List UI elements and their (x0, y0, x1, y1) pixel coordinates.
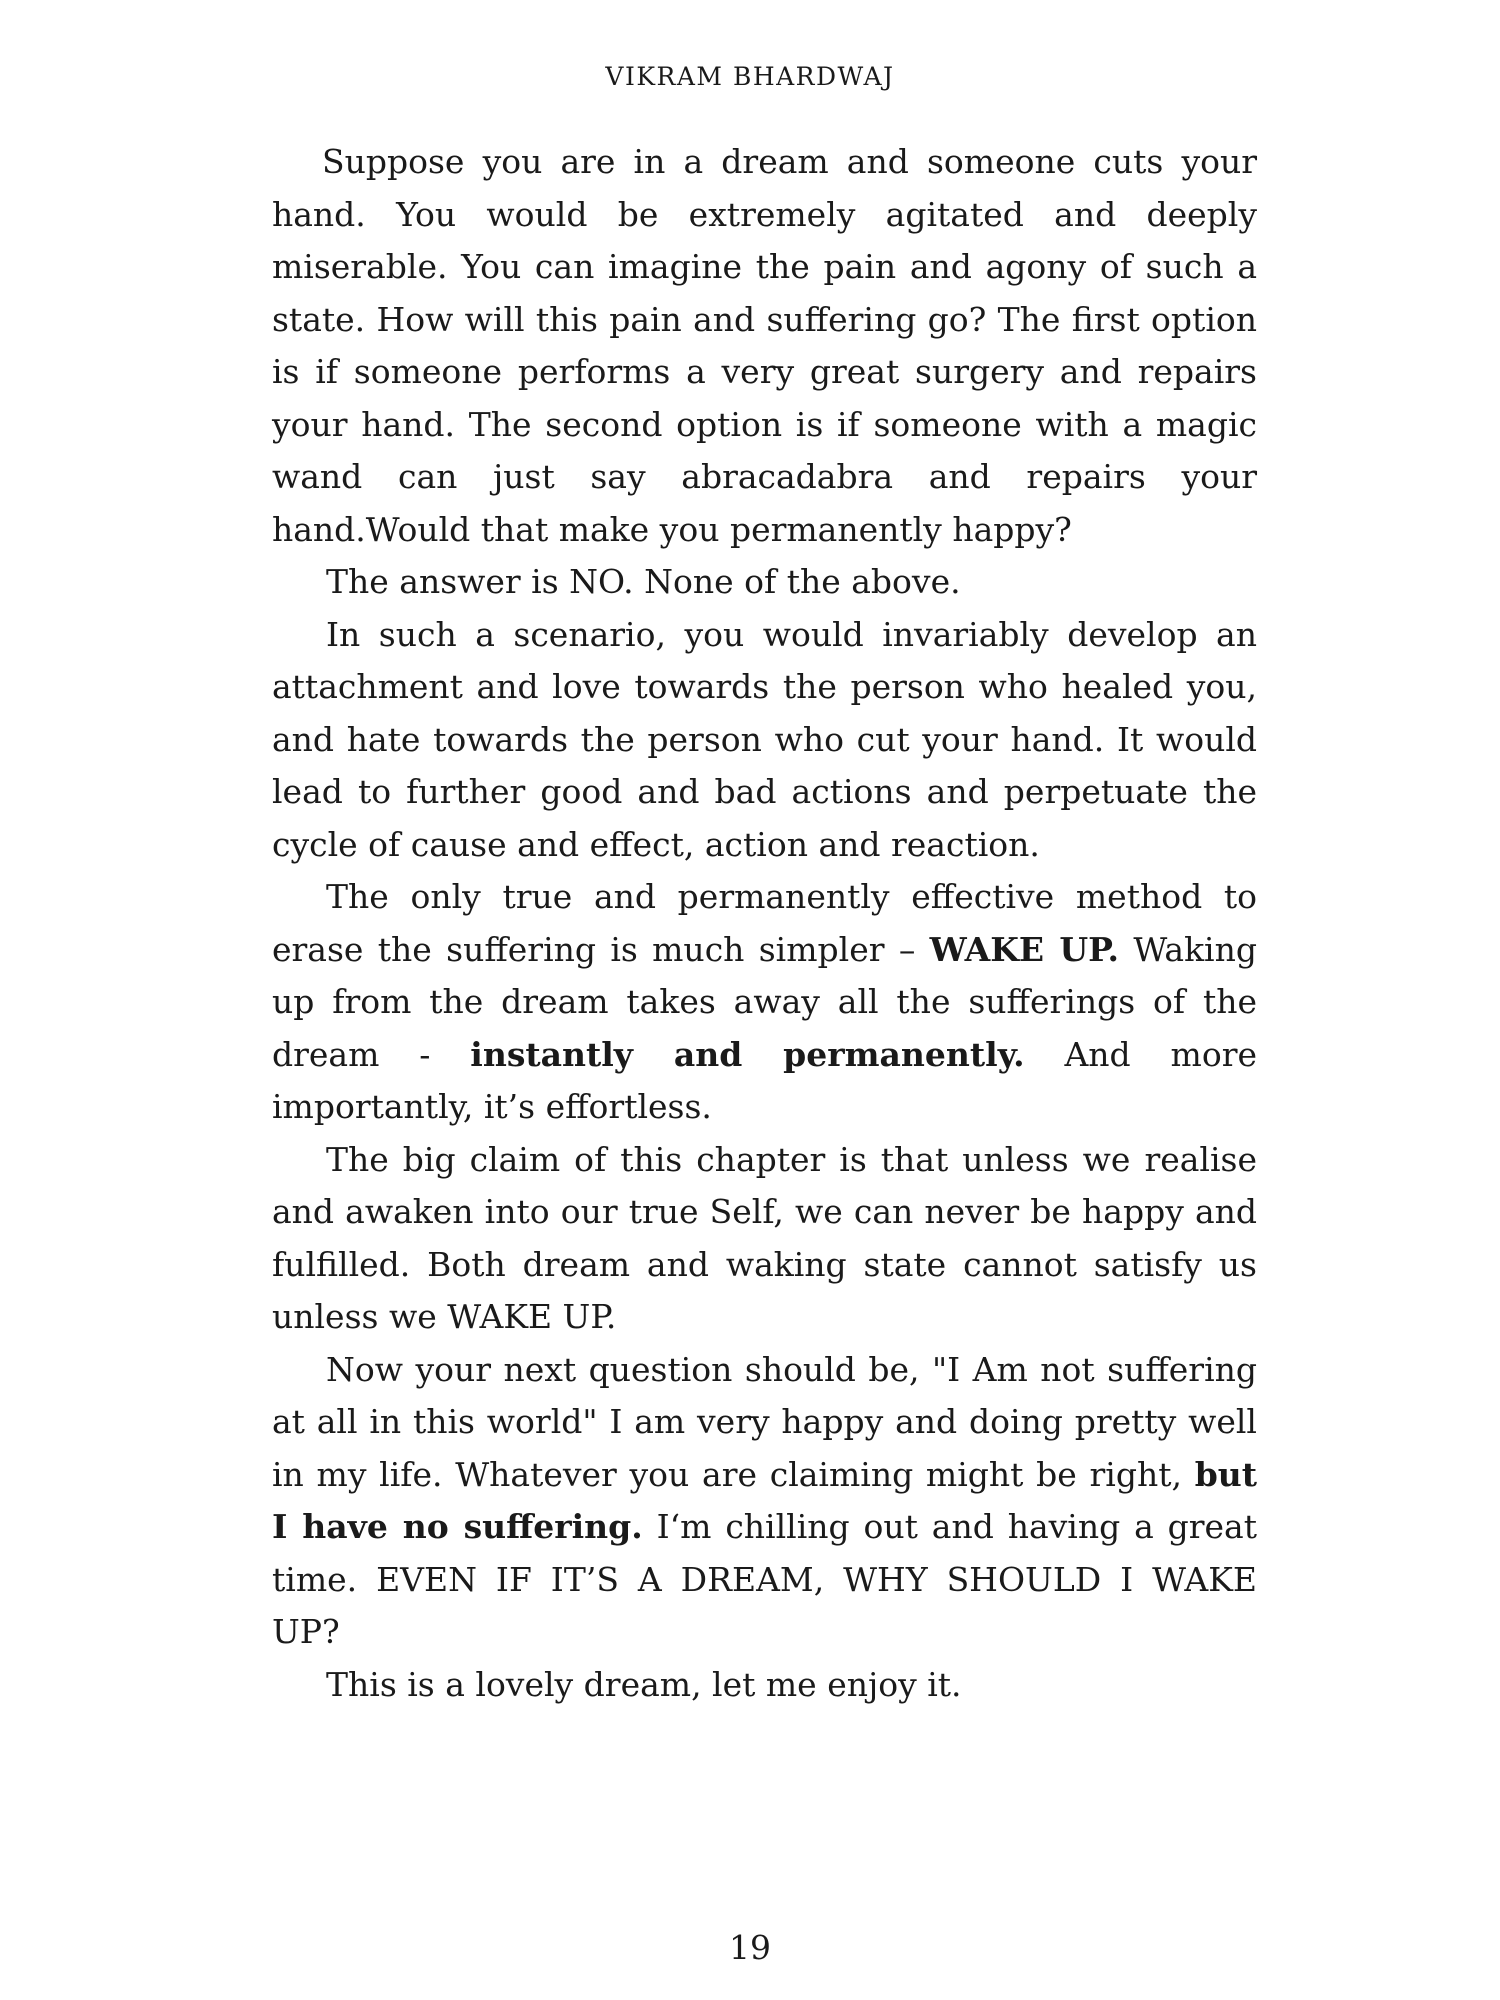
text-run: The only true and permanently effective method to erase the suffering is much simpler – (272, 877, 1257, 969)
page-number: 19 (729, 1928, 771, 1967)
bold-wake-up: WAKE UP. (929, 929, 1120, 969)
bold-no-suffering: but I have no suffering. (272, 1454, 1257, 1546)
text-run: Now your next question should be, "I Am not suffering at all in this world" I am very happy and doing pretty well in my life. Whatever you are claiming might be right, (272, 1349, 1257, 1494)
paragraph-big-claim: The big claim of this chapter is that unless we realise and awaken into our true Self, we can never be happy and fulfilled. Both dream and waking state cannot satisfy us unless we WAKE UP. (272, 1139, 1257, 1336)
paragraph-dream-hand: Suppose you are in a dream and someone cuts your hand. You would be extremely agitated and deeply miserable. You can imagine the pain and agony of such a state. How will this pain and suffering go? The first option is if someone performs a very great surgery and repairs your hand. The second option is if someone with a magic wand can just say abracadabra and repairs your hand.Would that make you permanently happy? (272, 142, 1257, 549)
paragraph-lovely-dream: This is a lovely dream, let me enjoy it. (326, 1664, 962, 1704)
text-run: Waking up from the dream takes away all the sufferings of the dream - (272, 929, 1257, 1074)
paragraph-wake-up (272, 871, 1257, 1134)
bold-instantly: instantly and permanently. (470, 1034, 1025, 1074)
text-run: I‘m chilling out and having a great time. EVEN IF IT’S A DREAM, WHY SHOULD I WAKE UP? (272, 1507, 1257, 1651)
paragraph-next-question (272, 1344, 1257, 1659)
paragraph-answer-no: The answer is NO. None of the above. (326, 562, 961, 601)
running-head: VIKRAM BHARDWAJ (605, 62, 895, 91)
text-run: And more importantly, it’s effortless. (272, 1034, 1258, 1126)
body-text (272, 136, 1257, 1711)
paragraph-scenario: In such a scenario, you would invariably develop an attachment and love towards the person who healed you, and hate towards the person who cut your hand. It would lead to further good and bad actions and perpetuate the cycle of cause and effect, action and reaction. (272, 614, 1257, 864)
